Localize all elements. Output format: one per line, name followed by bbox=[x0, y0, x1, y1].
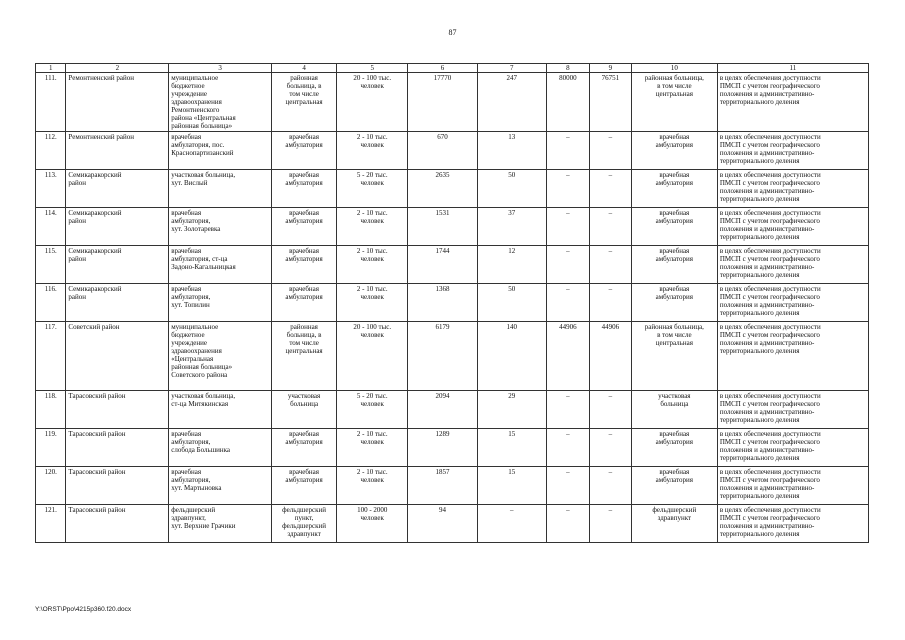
population-cell: 2 - 10 тыс. человек bbox=[337, 132, 408, 170]
visits-cell: 50 bbox=[477, 284, 546, 322]
header-cell: 10 bbox=[631, 64, 717, 73]
justification-cell: в целях обеспечения доступности ПМСП с учетом географического положения и административно- территориального деления bbox=[717, 322, 868, 391]
justification-cell: в целях обеспечения доступности ПМСП с учетом географического положения и административно- территориального деления bbox=[717, 467, 868, 505]
population-cell: 100 - 2000 человек bbox=[337, 505, 408, 543]
facility-name-cell: фельдшерский здравпункт, хут. Верхние Грачики bbox=[169, 505, 272, 543]
area-cell: 80000 bbox=[546, 73, 589, 132]
population-count-cell: 94 bbox=[408, 505, 477, 543]
area-cell: – bbox=[546, 208, 589, 246]
population-cell: 2 - 10 тыс. человек bbox=[337, 429, 408, 467]
justification-cell: в целях обеспечения доступности ПМСП с учетом географического положения и административно- территориального деления bbox=[717, 246, 868, 284]
header-cell: 2 bbox=[66, 64, 169, 73]
facilities-table bbox=[35, 63, 869, 543]
justification-cell: в целях обеспечения доступности ПМСП с учетом географического положения и административно- территориального деления bbox=[717, 505, 868, 543]
table-row bbox=[36, 132, 869, 170]
district-cell: Тарасовский район bbox=[66, 505, 169, 543]
facility-name-cell: муниципальное бюджетное учреждение здравоохранения Ремонтненского района «Центральная районная больница» bbox=[169, 73, 272, 132]
facility-type-cell: фельдшерский пункт, фельдшерский здравпункт bbox=[272, 505, 337, 543]
row-number-cell: 118. bbox=[36, 391, 66, 429]
population-cell: 2 - 10 тыс. человек bbox=[337, 246, 408, 284]
visits-cell: 247 bbox=[477, 73, 546, 132]
target-type-cell: врачебная амбулатория bbox=[631, 170, 717, 208]
table-row bbox=[36, 246, 869, 284]
target-type-cell: врачебная амбулатория bbox=[631, 132, 717, 170]
facility-type-cell: врачебная амбулатория bbox=[272, 467, 337, 505]
row-number-cell: 112. bbox=[36, 132, 66, 170]
row-number-cell: 115. bbox=[36, 246, 66, 284]
target-type-cell: фельдшерский здравпункт bbox=[631, 505, 717, 543]
district-cell: Ремонтненский район bbox=[66, 73, 169, 132]
area-cell: 44906 bbox=[546, 322, 589, 391]
justification-cell: в целях обеспечения доступности ПМСП с учетом географического положения и административно- территориального деления bbox=[717, 284, 868, 322]
header-cell: 3 bbox=[169, 64, 272, 73]
population-count-cell: 1289 bbox=[408, 429, 477, 467]
facility-name-cell: врачебная амбулатория, слобода Большинка bbox=[169, 429, 272, 467]
facility-name-cell: участковая больница, ст-ца Митякинская bbox=[169, 391, 272, 429]
table-row bbox=[36, 391, 869, 429]
table-row bbox=[36, 284, 869, 322]
facility-name-cell: врачебная амбулатория, хут. Мартыновка bbox=[169, 467, 272, 505]
facility-type-cell: районная больница, в том числе центральная bbox=[272, 73, 337, 132]
row-number-cell: 113. bbox=[36, 170, 66, 208]
target-type-cell: врачебная амбулатория bbox=[631, 467, 717, 505]
header-cell: 1 bbox=[36, 64, 66, 73]
population-count-cell: 2635 bbox=[408, 170, 477, 208]
facility-type-cell: врачебная амбулатория bbox=[272, 246, 337, 284]
area-cell: – bbox=[546, 505, 589, 543]
distance-cell: – bbox=[589, 208, 631, 246]
facility-name-cell: врачебная амбулатория, хут. Топилин bbox=[169, 284, 272, 322]
visits-cell: 12 bbox=[477, 246, 546, 284]
table-row bbox=[36, 505, 869, 543]
district-cell: Семикаракорский район bbox=[66, 246, 169, 284]
target-type-cell: врачебная амбулатория bbox=[631, 246, 717, 284]
justification-cell: в целях обеспечения доступности ПМСП с учетом географического положения и административно- территориального деления bbox=[717, 391, 868, 429]
justification-cell: в целях обеспечения доступности ПМСП с учетом географического положения и административно- территориального деления bbox=[717, 429, 868, 467]
row-number-cell: 117. bbox=[36, 322, 66, 391]
header-cell: 4 bbox=[272, 64, 337, 73]
table-row bbox=[36, 322, 869, 391]
distance-cell: – bbox=[589, 505, 631, 543]
justification-cell: в целях обеспечения доступности ПМСП с учетом географического положения и административно- территориального деления bbox=[717, 132, 868, 170]
area-cell: – bbox=[546, 170, 589, 208]
facility-type-cell: врачебная амбулатория bbox=[272, 208, 337, 246]
table-row bbox=[36, 208, 869, 246]
population-count-cell: 1744 bbox=[408, 246, 477, 284]
header-cell: 7 bbox=[477, 64, 546, 73]
header-cell: 6 bbox=[408, 64, 477, 73]
header-cell: 9 bbox=[589, 64, 631, 73]
facility-type-cell: районная больница, в том числе центральная bbox=[272, 322, 337, 391]
distance-cell: 44906 bbox=[589, 322, 631, 391]
distance-cell: – bbox=[589, 246, 631, 284]
distance-cell: – bbox=[589, 429, 631, 467]
area-cell: – bbox=[546, 391, 589, 429]
district-cell: Семикаракорский район bbox=[66, 170, 169, 208]
district-cell: Тарасовский район bbox=[66, 467, 169, 505]
district-cell: Советский район bbox=[66, 322, 169, 391]
page-number: 87 bbox=[448, 28, 457, 37]
facility-type-cell: врачебная амбулатория bbox=[272, 429, 337, 467]
justification-cell: в целях обеспечения доступности ПМСП с учетом географического положения и административно- территориального деления bbox=[717, 208, 868, 246]
district-cell: Тарасовский район bbox=[66, 429, 169, 467]
target-type-cell: районная больница, в том числе центральная bbox=[631, 73, 717, 132]
distance-cell: – bbox=[589, 170, 631, 208]
visits-cell: 140 bbox=[477, 322, 546, 391]
population-count-cell: 1368 bbox=[408, 284, 477, 322]
population-count-cell: 6179 bbox=[408, 322, 477, 391]
header-row bbox=[36, 64, 869, 73]
target-type-cell: районная больница, в том числе центральная bbox=[631, 322, 717, 391]
district-cell: Ремонтненский район bbox=[66, 132, 169, 170]
population-cell: 2 - 10 тыс. человек bbox=[337, 284, 408, 322]
distance-cell: – bbox=[589, 467, 631, 505]
population-cell: 20 - 100 тыс. человек bbox=[337, 73, 408, 132]
population-cell: 5 - 20 тыс. человек bbox=[337, 170, 408, 208]
facility-type-cell: участковая больница bbox=[272, 391, 337, 429]
population-count-cell: 1857 bbox=[408, 467, 477, 505]
header-cell: 11 bbox=[717, 64, 868, 73]
facility-name-cell: врачебная амбулатория, ст-ца Задоно-Кагальницкая bbox=[169, 246, 272, 284]
facility-name-cell: врачебная амбулатория, пос. Краснопартизанский bbox=[169, 132, 272, 170]
population-count-cell: 2094 bbox=[408, 391, 477, 429]
facility-type-cell: врачебная амбулатория bbox=[272, 170, 337, 208]
population-count-cell: 1531 bbox=[408, 208, 477, 246]
area-cell: – bbox=[546, 467, 589, 505]
row-number-cell: 111. bbox=[36, 73, 66, 132]
population-cell: 2 - 10 тыс. человек bbox=[337, 208, 408, 246]
area-cell: – bbox=[546, 132, 589, 170]
district-cell: Семикаракорский район bbox=[66, 284, 169, 322]
target-type-cell: участковая больница bbox=[631, 391, 717, 429]
row-number-cell: 116. bbox=[36, 284, 66, 322]
header-cell: 8 bbox=[546, 64, 589, 73]
population-count-cell: 17770 bbox=[408, 73, 477, 132]
table-row bbox=[36, 429, 869, 467]
justification-cell: в целях обеспечения доступности ПМСП с учетом географического положения и административно- территориального деления bbox=[717, 73, 868, 132]
visits-cell: – bbox=[477, 505, 546, 543]
table-row bbox=[36, 73, 869, 132]
facility-type-cell: врачебная амбулатория bbox=[272, 132, 337, 170]
visits-cell: 15 bbox=[477, 467, 546, 505]
target-type-cell: врачебная амбулатория bbox=[631, 429, 717, 467]
area-cell: – bbox=[546, 246, 589, 284]
visits-cell: 13 bbox=[477, 132, 546, 170]
table-row bbox=[36, 467, 869, 505]
area-cell: – bbox=[546, 429, 589, 467]
target-type-cell: врачебная амбулатория bbox=[631, 284, 717, 322]
facility-name-cell: врачебная амбулатория, хут. Золотаревка bbox=[169, 208, 272, 246]
justification-cell: в целях обеспечения доступности ПМСП с учетом географического положения и административно- территориального деления bbox=[717, 170, 868, 208]
population-cell: 5 - 20 тыс. человек bbox=[337, 391, 408, 429]
facility-type-cell: врачебная амбулатория bbox=[272, 284, 337, 322]
visits-cell: 37 bbox=[477, 208, 546, 246]
table-row bbox=[36, 170, 869, 208]
facility-name-cell: муниципальное бюджетное учреждение здравоохранения «Центральная районная больница» Советского района bbox=[169, 322, 272, 391]
district-cell: Тарасовский район bbox=[66, 391, 169, 429]
row-number-cell: 121. bbox=[36, 505, 66, 543]
distance-cell: – bbox=[589, 284, 631, 322]
header-cell: 5 bbox=[337, 64, 408, 73]
row-number-cell: 119. bbox=[36, 429, 66, 467]
area-cell: – bbox=[546, 284, 589, 322]
population-count-cell: 670 bbox=[408, 132, 477, 170]
row-number-cell: 114. bbox=[36, 208, 66, 246]
visits-cell: 29 bbox=[477, 391, 546, 429]
target-type-cell: врачебная амбулатория bbox=[631, 208, 717, 246]
row-number-cell: 120. bbox=[36, 467, 66, 505]
visits-cell: 50 bbox=[477, 170, 546, 208]
facility-name-cell: участковая больница, хут. Вислый bbox=[169, 170, 272, 208]
population-cell: 2 - 10 тыс. человек bbox=[337, 467, 408, 505]
table-body bbox=[36, 73, 869, 543]
distance-cell: – bbox=[589, 132, 631, 170]
district-cell: Семикаракорский район bbox=[66, 208, 169, 246]
distance-cell: – bbox=[589, 391, 631, 429]
population-cell: 20 - 100 тыс. человек bbox=[337, 322, 408, 391]
visits-cell: 15 bbox=[477, 429, 546, 467]
file-path-footer: Y:\ORST\Ppo\4215p360.f20.docx bbox=[35, 606, 132, 613]
distance-cell: 76751 bbox=[589, 73, 631, 132]
